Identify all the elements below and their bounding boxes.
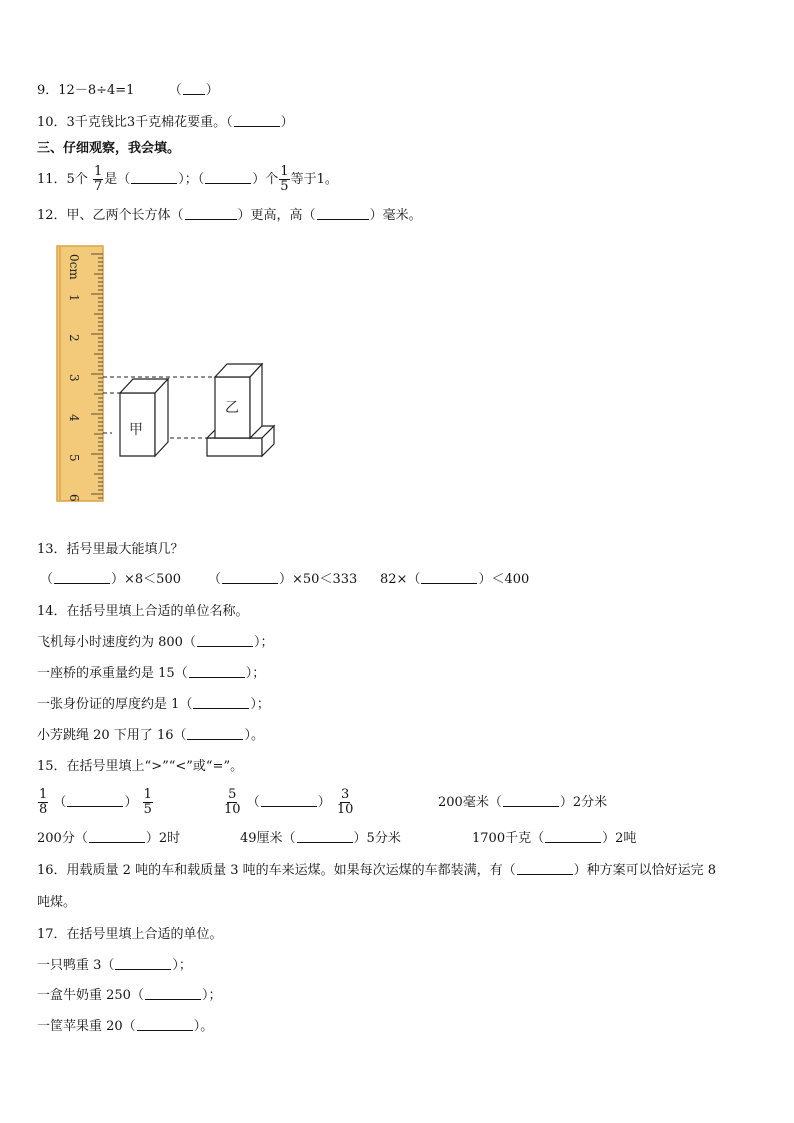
q17-line2-text: 一盒牛奶重 250（: [37, 988, 144, 1003]
ruler-label-0cm: 0cm: [67, 254, 81, 280]
q11-frac1-den: 7: [93, 179, 103, 194]
ruler-label-4: 4: [67, 414, 81, 422]
q11-frac2-num: 1: [280, 164, 289, 179]
q15-c1-a-num: 1: [39, 787, 48, 802]
q17-blank-2[interactable]: [145, 986, 201, 1000]
q13-blank-1[interactable]: [54, 570, 110, 584]
q11-blank-1[interactable]: [131, 170, 177, 184]
q15-c2-open: （: [246, 795, 260, 810]
q15-c6-left: 1700千克（: [472, 831, 545, 846]
section-3-title: 三、仔细观察，我会填。: [37, 141, 181, 156]
q14-line-2: [37, 664, 265, 684]
q15-compare-5: [240, 829, 401, 849]
q17-line1-text: 一只鸭重 3（: [37, 958, 115, 973]
q11-prefix: 11．5个: [37, 172, 88, 187]
q13-item3-prefix: 82×（: [380, 572, 421, 587]
q17-line-3: [37, 1017, 213, 1037]
q15-c1-open: （: [53, 795, 67, 810]
q11-fraction-2: [279, 165, 289, 194]
q15-c1-b-num: 1: [143, 787, 152, 802]
q12-blank-2[interactable]: [317, 206, 369, 220]
q15-c1-close: ）: [124, 795, 138, 810]
q14-line4-text: 小芳跳绳 20 下用了 16（: [37, 728, 187, 743]
question-16-line-1: [37, 861, 716, 881]
q14-line1-end: ）；: [253, 635, 274, 650]
q15-c4-left: 200分（: [37, 831, 88, 846]
question-9: [37, 81, 219, 101]
q15-c3-left: 200毫米（: [438, 795, 502, 810]
q10-text: 10．3千克钱比3千克棉花要重。（: [37, 115, 233, 130]
q16-text-b: ）种方案可以恰好运完 8: [573, 863, 717, 878]
q17-blank-1[interactable]: [115, 956, 171, 970]
q13-item1-open: （: [40, 572, 54, 587]
q9-text: 9．12－8÷4=1: [37, 83, 135, 98]
q14-line4-end: ）。: [244, 728, 264, 743]
q11-frac1-num: 1: [93, 164, 103, 179]
question-10: [37, 113, 294, 133]
q13-blank-2[interactable]: [222, 570, 278, 584]
q13-item-2: [208, 570, 357, 590]
q15-c2-frac-b: [336, 788, 355, 817]
q11-mid1: 是（: [104, 172, 131, 187]
q15-blank-2[interactable]: [261, 793, 317, 807]
q14-line2-end: ）；: [245, 666, 266, 681]
q9-close: ）: [205, 83, 219, 98]
q14-line3-text: 一张身份证的厚度约是 1（: [37, 697, 193, 712]
q17-line-2: [37, 986, 221, 1006]
q15-c1-frac-a: [38, 788, 48, 817]
q15-c2-a-num: 5: [228, 787, 237, 802]
question-14-title: 14．在括号里填上合适的单位名称。: [37, 604, 249, 619]
q17-line-1: [37, 956, 192, 976]
q11-frac2-den: 5: [280, 179, 289, 194]
q15-c1-a-den: 8: [39, 802, 48, 817]
q11-fraction-1: [93, 165, 103, 194]
ruler-label-1: 1: [67, 294, 81, 302]
ruler-label-3: 3: [67, 374, 81, 382]
q12-blank-1[interactable]: [185, 206, 237, 220]
box-jia-label: 甲: [129, 422, 143, 438]
question-17-title: 17．在括号里填上合适的单位。: [37, 927, 223, 942]
q16-blank[interactable]: [517, 861, 573, 875]
q14-line-4: [37, 726, 264, 746]
q13-item1-rest: ）×8＜500: [111, 572, 181, 587]
q16-text-a: 16．用载质量 2 吨的车和载质量 3 吨的车来运煤。如果每次运煤的车都装满，有（: [37, 863, 516, 878]
q9-open: （: [168, 83, 182, 98]
q15-c5-left: 49厘米（: [240, 831, 296, 846]
q14-line1-text: 飞机每小时速度约为 800（: [37, 635, 196, 650]
q13-blank-3[interactable]: [421, 570, 477, 584]
q15-compare-4: [37, 829, 180, 849]
q17-line1-end: ）；: [172, 958, 192, 973]
q13-item-3: [380, 570, 529, 590]
q10-close: ）: [280, 115, 294, 130]
ruler-boxes-figure: [50, 240, 290, 506]
q15-blank-1[interactable]: [67, 793, 123, 807]
q17-line3-end: ）。: [193, 1019, 214, 1034]
q14-line3-end: ）；: [250, 697, 270, 712]
q12-mid: ）更高，高（: [237, 208, 316, 223]
q17-line3-text: 一筐苹果重 20（: [37, 1019, 136, 1034]
box-yi-label: 乙: [225, 400, 239, 416]
ruler-label-5: 5: [67, 454, 81, 462]
q15-c1-frac-b: [143, 788, 153, 817]
question-15-title: 15．在括号里填上“>”“<”或“=”。: [37, 759, 244, 774]
q14-line-3: [37, 695, 270, 715]
q11-mid2: ）；（: [178, 172, 205, 187]
q15-c4-right: ）2时: [145, 831, 181, 846]
q15-blank-3[interactable]: [503, 793, 559, 807]
q15-blank-4[interactable]: [89, 829, 145, 843]
q15-c1-b-den: 5: [143, 802, 152, 817]
q15-compare-1: [37, 785, 154, 821]
q15-blank-6[interactable]: [545, 829, 601, 843]
q15-compare-6: [472, 829, 636, 849]
q14-line-1: [37, 633, 273, 653]
ruler-label-2: 2: [67, 334, 81, 342]
q14-blank-2[interactable]: [189, 664, 245, 678]
q9-answer-blank[interactable]: [183, 81, 205, 95]
q14-blank-3[interactable]: [193, 695, 249, 709]
q13-item3-rest: ）＜400: [478, 572, 530, 587]
q15-c2-frac-a: [223, 788, 242, 817]
q11-blank-2[interactable]: [205, 170, 251, 184]
q12-prefix: 12．甲、乙两个长方体（: [37, 208, 184, 223]
box-jia: [120, 379, 168, 456]
question-11: [37, 163, 338, 197]
q14-blank-4[interactable]: [187, 726, 243, 740]
q12-suffix: ）毫米。: [369, 208, 422, 223]
q15-compare-2: [222, 785, 355, 821]
question-16-line-2: 吨煤。: [37, 895, 77, 910]
q15-c2-close: ）: [317, 795, 331, 810]
q15-c6-right: ）2吨: [602, 831, 637, 846]
q13-item2-rest: ）×50＜333: [279, 572, 358, 587]
q15-compare-3: [438, 793, 607, 813]
question-13-title: 13．括号里最大能填几？: [37, 542, 184, 557]
q15-c2-b-num: 3: [340, 787, 350, 802]
question-12: [37, 206, 422, 226]
q11-mid3: ）个: [252, 172, 279, 187]
q10-answer-blank[interactable]: [234, 113, 280, 127]
q14-blank-1[interactable]: [197, 633, 253, 647]
q11-suffix: 等于1。: [290, 172, 338, 187]
q15-c2-a-den: 10: [224, 802, 241, 817]
ruler-label-6: 6: [67, 494, 81, 502]
q14-line2-text: 一座桥的承重量约是 15（: [37, 666, 188, 681]
q15-c5-right: ）5分米: [353, 831, 401, 846]
q17-blank-3[interactable]: [137, 1017, 193, 1031]
q13-item-1: [40, 570, 181, 590]
q15-c2-b-den: 10: [336, 802, 354, 817]
q15-c3-right: ）2分米: [559, 795, 608, 810]
q15-blank-5[interactable]: [297, 829, 353, 843]
q17-line2-end: ）；: [201, 988, 222, 1003]
q13-item2-open: （: [208, 572, 222, 587]
